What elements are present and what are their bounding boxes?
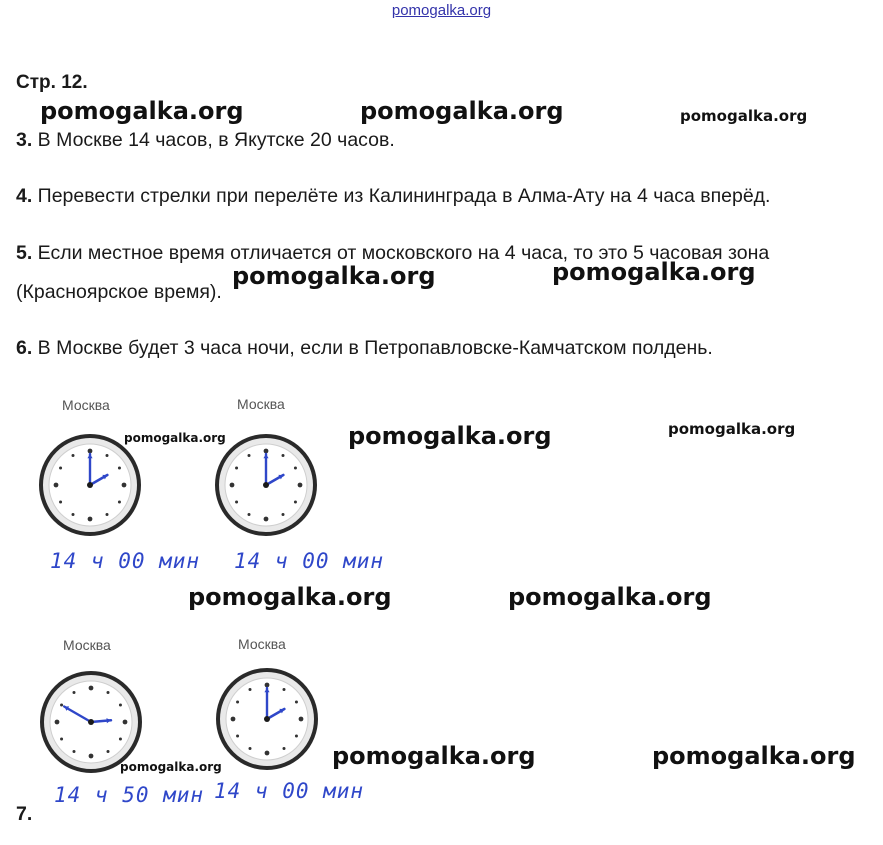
item-number: 4.	[16, 185, 33, 207]
hour-mark	[265, 751, 270, 756]
hour-mark	[54, 483, 59, 488]
item-text: В Москве 14 часов, в Якутске 20 часов.	[32, 129, 395, 151]
answer-4	[16, 184, 770, 208]
watermark: pomogalka.org	[40, 97, 244, 125]
hour-mark	[72, 513, 75, 516]
hour-mark	[119, 704, 122, 707]
hour-mark	[88, 449, 93, 454]
hour-mark	[55, 720, 60, 725]
clock-label: Москва	[62, 397, 110, 413]
hour-mark	[265, 683, 270, 688]
hour-mark	[282, 513, 285, 516]
hour-mark	[118, 501, 121, 504]
hour-mark	[295, 701, 298, 704]
hour-mark	[294, 467, 297, 470]
hour-mark	[294, 501, 297, 504]
item-number: 7.	[16, 803, 33, 825]
hour-mark	[236, 735, 239, 738]
clock-svg	[215, 667, 319, 771]
hour-mark	[88, 517, 93, 522]
hour-mark	[295, 735, 298, 738]
item-number: 6.	[16, 337, 33, 359]
hour-mark	[230, 483, 235, 488]
hour-mark	[118, 467, 121, 470]
watermark: pomogalka.org	[124, 431, 226, 445]
hour-mark	[264, 449, 269, 454]
clock-label: Москва	[63, 637, 111, 653]
hour-mark	[107, 750, 110, 753]
hour-mark	[248, 454, 251, 457]
hour-mark	[73, 691, 76, 694]
hour-mark	[60, 738, 63, 741]
hour-mark	[235, 501, 238, 504]
item-text: В Москве будет 3 часа ночи, если в Петропавловске-Камчатском полдень.	[32, 337, 713, 359]
hour-mark	[264, 517, 269, 522]
watermark: pomogalka.org	[120, 760, 222, 774]
clock-center	[264, 716, 270, 722]
item-number: 3.	[16, 129, 33, 151]
clock-face	[215, 667, 319, 771]
hour-mark	[123, 720, 128, 725]
answer-7	[16, 802, 32, 826]
hour-mark	[59, 501, 62, 504]
clock-svg	[39, 670, 143, 774]
watermark: pomogalka.org	[360, 97, 564, 125]
clock-center	[263, 482, 269, 488]
hour-mark	[89, 686, 94, 691]
hour-mark	[106, 513, 109, 516]
hour-mark	[72, 454, 75, 457]
watermark: pomogalka.org	[232, 262, 436, 290]
watermark: pomogalka.org	[188, 583, 392, 611]
time-caption: 14 ч 00 мин	[234, 549, 385, 573]
hour-mark	[282, 454, 285, 457]
hour-mark	[236, 701, 239, 704]
answer-3	[16, 128, 395, 152]
answer-5-continued: (Красноярское время).	[16, 281, 222, 303]
watermark: pomogalka.org	[508, 583, 712, 611]
watermark: pomogalka.org	[552, 258, 756, 286]
clock-svg	[38, 433, 142, 537]
watermark: pomogalka.org	[652, 742, 856, 770]
page-reference: Стр. 12.	[16, 72, 88, 93]
time-caption: 14 ч 00 мин	[214, 779, 365, 803]
clock-center	[88, 719, 94, 725]
watermark: pomogalka.org	[332, 742, 536, 770]
clock-label: Москва	[237, 396, 285, 412]
clock-face	[39, 670, 143, 774]
hour-mark	[248, 513, 251, 516]
hour-mark	[119, 738, 122, 741]
watermark: pomogalka.org	[668, 420, 796, 438]
item-text: Перевести стрелки при перелёте из Калининграда в Алма-Ату на 4 часа вперёд.	[32, 185, 771, 207]
hour-mark	[60, 704, 63, 707]
hour-mark	[249, 688, 252, 691]
hour-mark	[249, 747, 252, 750]
clock-label: Москва	[238, 636, 286, 652]
hour-mark	[283, 747, 286, 750]
hour-mark	[73, 750, 76, 753]
time-caption: 14 ч 00 мин	[50, 549, 201, 573]
hour-mark	[299, 717, 304, 722]
hour-mark	[298, 483, 303, 488]
hour-mark	[235, 467, 238, 470]
answer-6	[16, 336, 713, 360]
hour-mark	[89, 754, 94, 759]
clock-face	[214, 433, 318, 537]
item-number: 5.	[16, 242, 33, 264]
time-caption: 14 ч 50 мин	[54, 783, 205, 807]
site-link[interactable]: pomogalka.org	[391, 2, 492, 19]
clock-face	[38, 433, 142, 537]
hour-mark	[231, 717, 236, 722]
watermark: pomogalka.org	[348, 422, 552, 450]
clock-svg	[214, 433, 318, 537]
item-text: Если местное время отличается от московского на 4 часа, то это 5 часовая зона	[32, 242, 770, 264]
hour-mark	[106, 454, 109, 457]
clock-center	[87, 482, 93, 488]
hour-mark	[59, 467, 62, 470]
hour-mark	[283, 688, 286, 691]
hour-mark	[107, 691, 110, 694]
watermark: pomogalka.org	[680, 107, 808, 125]
hour-mark	[122, 483, 127, 488]
